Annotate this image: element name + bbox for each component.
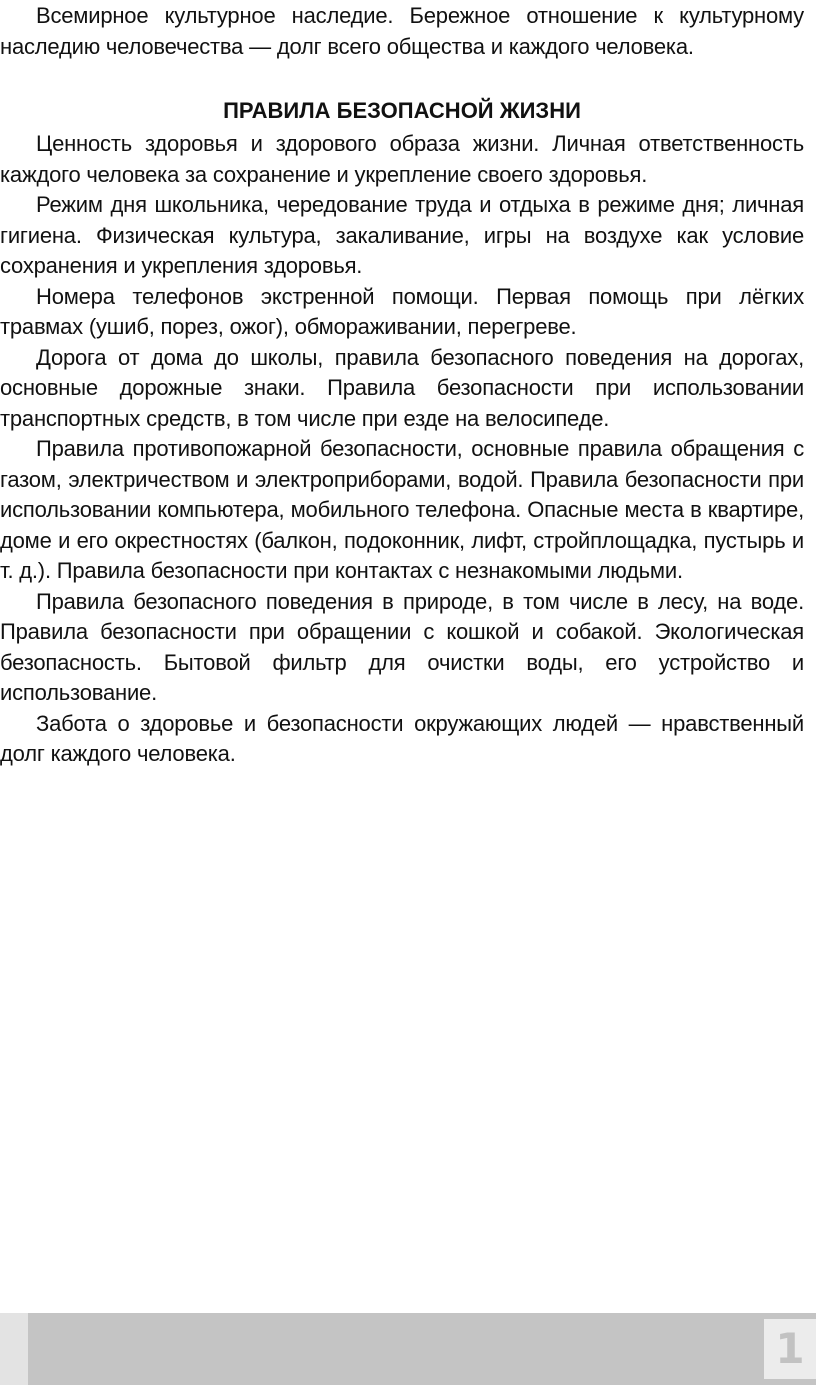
paragraph-health-value: Ценность здоровья и здорового образа жизни. Личная ответственность каждого человека за сохранение и укрепление своего здоровья. [0,131,804,187]
footer-left-tab [0,1313,28,1385]
paragraph-road-safety: Дорога от дома до школы, правила безопасного поведения на дорогах, основные дорожные знаки. Правила безопасности при использовании транспортных средств, в том числе при езде на велосипеде. [0,344,804,431]
intro-paragraph: Всемирное культурное наследие. Бережное отношение к культурному наследию человечества — долг всего общества и каждого человека. [0,3,804,59]
page-footer-bar [0,1313,816,1385]
section-heading: ПРАВИЛА БЕЗОПАСНОЙ ЖИЗНИ [223,98,581,123]
paragraph-daily-routine: Режим дня школьника, чередование труда и отдыха в режиме дня; личная гигиена. Физическая культура, закаливание, игры на воздухе как условие сохранения и укрепления здоровья. [0,192,804,278]
page-number: 1 [764,1319,816,1379]
paragraph-moral-duty: Забота о здоровье и безопасности окружающих людей — нравственный долг каждого человека. [0,710,804,766]
paragraph-fire-safety: Правила противопожарной безопасности, основные правила обращения с газом, электричеством и электроприборами, водой. Правила безопасности при использовании компьютера, мобильного телефона. Опасные места в квартире, доме и его окрестностях (балкон, подоконник, лифт, стройплощадка, пустырь и т. д.). Правила безопасности при контактах с незнакомыми людьми. [0,436,804,583]
paragraph-emergency-help: Номера телефонов экстренной помощи. Первая помощь при лёгких травмах (ушиб, порез, ожог), обмораживании, перегреве. [0,283,804,339]
paragraph-nature-safety: Правила безопасного поведения в природе, в том числе в лесу, на воде. Правила безопасности при обращении с кошкой и собакой. Экологическая безопасность. Бытовой фильтр для очистки воды, его устройство и использование. [0,588,804,705]
